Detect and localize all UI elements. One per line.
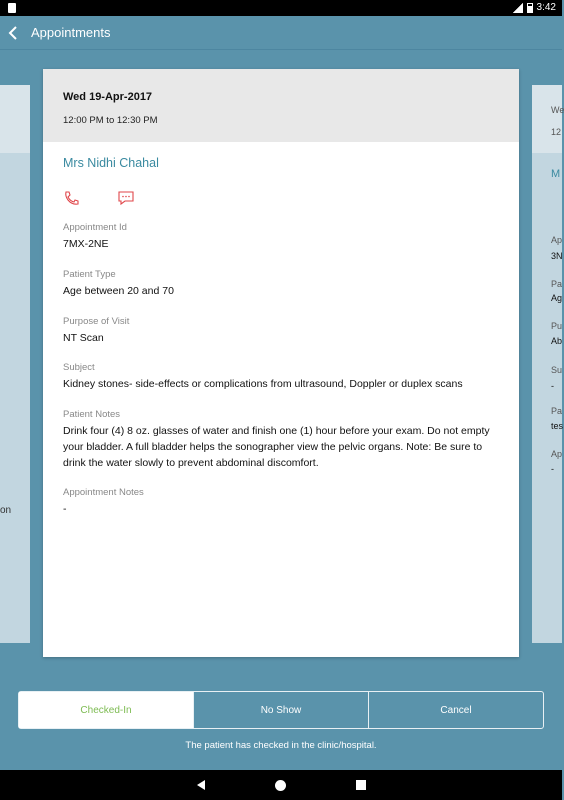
- next-appointment-card[interactable]: [532, 85, 562, 643]
- field-label: Purpose of Visit: [63, 315, 130, 327]
- signal-icon: [513, 3, 523, 13]
- status-segmented-control: [18, 691, 544, 729]
- next-card-fragment: Pu: [551, 321, 563, 331]
- previous-card-header: [0, 85, 30, 153]
- next-card-fragment: Ag: [551, 293, 563, 303]
- nav-back-icon[interactable]: [197, 780, 205, 790]
- chat-icon[interactable]: [117, 190, 135, 206]
- status-time: 3:42: [536, 2, 556, 13]
- system-nav-bar: [0, 770, 562, 800]
- chevron-left-icon: [6, 25, 20, 41]
- next-card-fragment: Su: [551, 365, 563, 375]
- page-title: Appointments: [31, 25, 111, 40]
- appointment-card-body: [43, 142, 519, 518]
- patient-name: Mrs Nidhi Chahal: [63, 156, 159, 170]
- next-card-fragment: -: [551, 464, 554, 474]
- next-card-fragment: Pa: [551, 406, 563, 416]
- field-value: -: [63, 503, 67, 516]
- next-card-fragment: Ab: [551, 336, 563, 346]
- phone-icon[interactable]: [63, 190, 81, 206]
- checked-in-button[interactable]: Checked-In: [19, 692, 193, 728]
- field-value: 7MX-2NE: [63, 238, 109, 250]
- field-purpose-of-visit: [63, 316, 499, 347]
- next-card-fragment: tes: [551, 421, 564, 431]
- next-card-header: [532, 85, 562, 153]
- cancel-button[interactable]: Cancel: [368, 692, 543, 728]
- appointment-date: Wed 19-Apr-2017: [63, 91, 153, 103]
- next-card-fragment: M: [551, 168, 561, 180]
- back-button[interactable]: [0, 16, 26, 50]
- appointment-card-header: [43, 69, 519, 142]
- field-appointment-id: [63, 222, 499, 253]
- previous-appointment-card[interactable]: [0, 85, 30, 643]
- no-show-button[interactable]: No Show: [193, 692, 368, 728]
- field-patient-type: [63, 269, 499, 300]
- battery-icon: [527, 3, 533, 13]
- nav-home-icon[interactable]: [275, 780, 286, 791]
- app-bar: [0, 16, 562, 50]
- field-value: Kidney stones- side-effects or complications from ultrasound, Doppler or duplex scans: [63, 378, 463, 391]
- previous-card-text-fragment: on: [0, 505, 12, 516]
- appointment-time: 12:00 PM to 12:30 PM: [63, 115, 158, 126]
- field-subject: [63, 362, 499, 393]
- field-value: Age between 20 and 70: [63, 284, 174, 297]
- next-card-fragment: Ap: [551, 449, 563, 459]
- next-card-fragment: Pa: [551, 279, 563, 289]
- field-appointment-notes: [63, 487, 499, 518]
- next-card-fragment: We: [551, 105, 564, 115]
- field-patient-notes: [63, 409, 499, 471]
- field-label: Appointment Notes: [63, 487, 144, 499]
- next-card-fragment: 3N: [551, 251, 563, 261]
- appointment-card: [43, 69, 519, 657]
- field-label: Patient Type: [63, 268, 116, 280]
- next-card-fragment: 12: [551, 127, 562, 137]
- next-card-fragment: Ap: [551, 235, 563, 245]
- nav-recents-icon[interactable]: [356, 780, 366, 790]
- contact-actions: [63, 190, 499, 206]
- status-bar: [0, 0, 562, 16]
- field-value: NT Scan: [63, 331, 104, 344]
- field-label: Patient Notes: [63, 409, 121, 420]
- field-label: Subject: [63, 362, 95, 374]
- next-card-fragment: -: [551, 381, 554, 391]
- field-value: Drink four (4) 8 oz. glasses of water and finish one (1) hour before your exam. Do not empty your bladder. A full bladder helps the sonographer view the pelvic organs. Note: Be sure to drink the water slowly to prevent abdominal discomfort.: [63, 425, 490, 469]
- status-message: The patient has checked in the clinic/hospital.: [185, 740, 377, 751]
- field-label: Appointment Id: [63, 222, 127, 233]
- sim-card-icon: [8, 3, 16, 13]
